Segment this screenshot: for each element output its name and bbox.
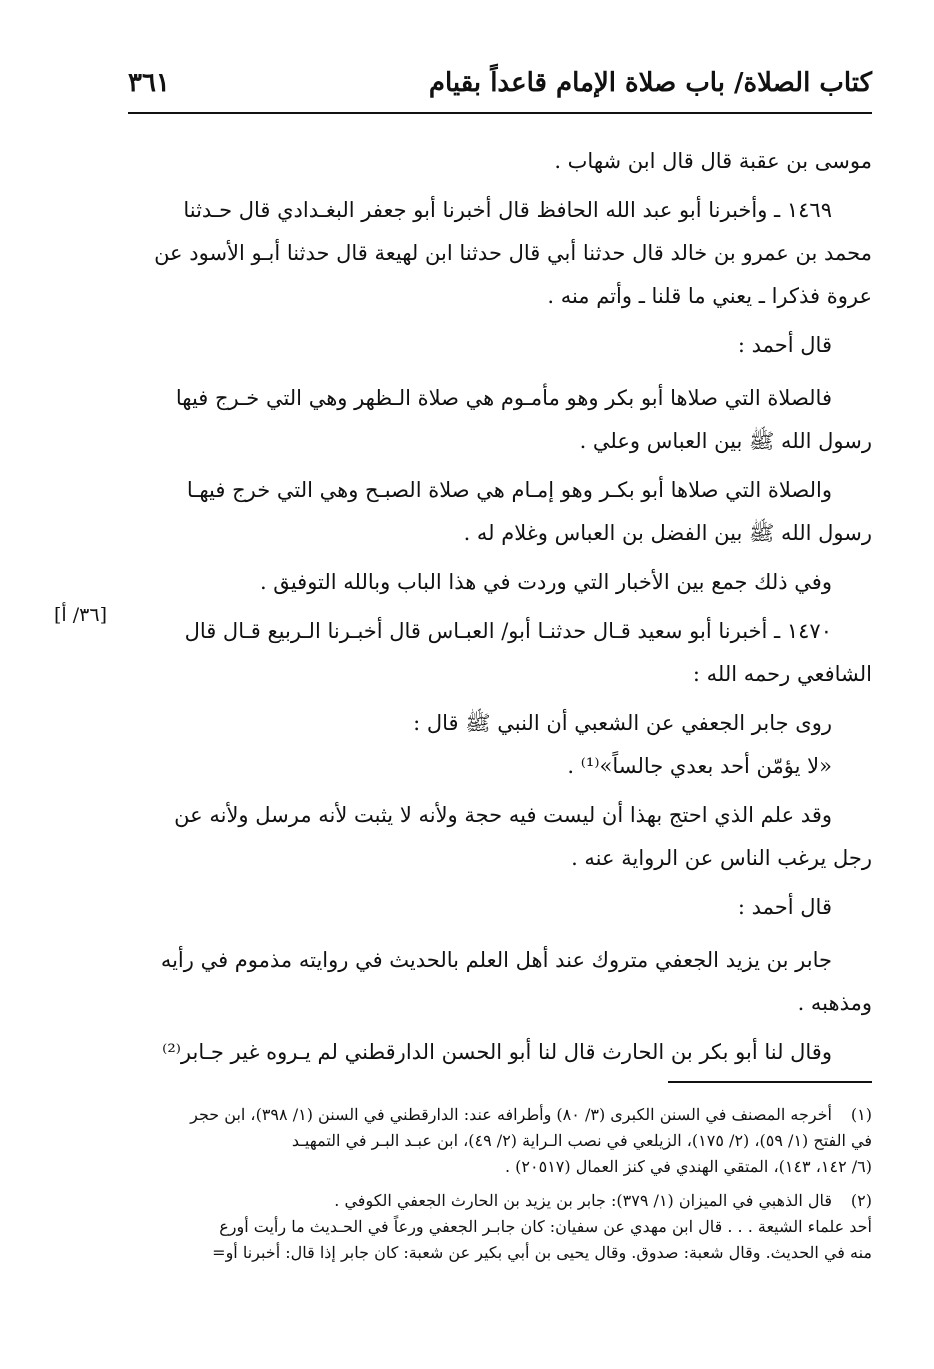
running-header [128,64,872,108]
main-text [130,140,872,1074]
text-line: رجل يرغب الناس عن الرواية عنه . [571,846,872,870]
text-line: وفي ذلك جمع بين الأخبار التي وردت في هذا الباب وبالله التوفيق . [259,570,832,594]
text-line: فالصلاة التي صلاها أبو بكر وهو مأمـوم هي صلاة الـظهر وهي التي خـرج فيها [175,386,832,410]
text-line: ومذهبه . [797,991,872,1015]
manuscript-folio-marker: [٣٦/ أ] [54,604,107,626]
footnote-divider [668,1081,872,1083]
hadith-1469-line-1: ١٤٦٩ ـ وأخبرنا أبو عبد الله الحافظ قال أخبرنا أبو جعفر البغـدادي قال حـدثنا [183,198,832,222]
footnote-2-line-1 [130,1188,872,1214]
text-line: وقال لنا أبو بكر بن الحارث قال لنا أبو الحسن الدارقطني لم يـروه غير جـابر⁽²⁾ [162,1040,832,1064]
footnote-1-line-1 [130,1102,872,1128]
footnote-text: قال الذهبي في الميزان (١/ ٣٧٩): جابر بن يزيد بن الحارث الجعفي الكوفي . [334,1191,832,1210]
text-line: عروة فذكرا ـ يعني ما قلنا ـ وأتم منه . [547,284,872,308]
section-heading: قال أحمد : [737,333,832,357]
quoted-hadith: «لا يؤمّن أحد بعدي جالساً»⁽¹⁾ . [567,754,832,778]
text-line: محمد بن عمرو بن خالد قال حدثنا أبي قال حدثنا ابن لهيعة قال حدثنا أبـو الأسود عن [154,241,872,265]
footnote-2-line-2: أحد علماء الشيعة . . . قال ابن مهدي عن سفيان: كان جابـر الجعفي ورعاً في الحـديث ما رأيت أورع [219,1217,872,1236]
text-line: وقد علم الذي احتج بهذا أن ليست فيه حجة ولأنه لا يثبت لأنه مرسل ولأنه عن [174,803,832,827]
footnote-1-number: (١) [850,1105,872,1124]
section-heading: قال أحمد : [737,895,832,919]
footnote-2-number: (٢) [850,1191,872,1210]
header-divider [128,112,872,114]
text-line: والصلاة التي صلاها أبو بكـر وهو إمـام هي صلاة الصبـح وهي التي خرج فيهـا [186,478,832,502]
text-line: موسى بن عقبة قال قال ابن شهاب . [554,149,872,173]
text-line: جابر بن يزيد الجعفي متروك عند أهل العلم بالحديث في روايته مذموم في رأيه [160,948,832,972]
footnote-text: أخرجه المصنف في السنن الكبرى (٣/ ٨٠) وأطرافه عند: الدارقطني في السنن (١/ ٣٩٨)، ابن حجر [190,1105,832,1124]
text-line: رسول الله ﷺ بين العباس وعلي . [579,429,872,453]
text-line: رسول الله ﷺ بين الفضل بن العباس وغلام له . [463,521,872,545]
text-line: روى جابر الجعفي عن الشعبي أن النبي ﷺ قال : [413,711,832,735]
text-line: الشافعي رحمه الله : [692,662,872,686]
footnote-2-line-3: منه في الحديث. وقال شعبة: صدوق. وقال يحيى بن أبي بكير عن شعبة: كان جابر إذا قال: أخبرنا أو= [212,1243,872,1262]
footnote-1-line-2: في الفتح (١/ ٥٩)، (٢/ ١٧٥)، الزيلعي في نصب الـراية (٢/ ٤٩)، ابن عبـد البـر في التمهيـد [291,1131,872,1150]
footnote-1-line-3: (٦/ ١٤٢، ١٤٣)، المتقي الهندي في كنز العمال (٢٠٥١٧) . [504,1157,872,1176]
footnotes [130,1102,872,1266]
hadith-1470-line-1: ١٤٧٠ ـ أخبرنا أبو سعيد قـال حدثنـا أبو/ العبـاس قال أخبـرنا الـربيع قـال قال [184,619,832,643]
chapter-title: كتاب الصلاة/ باب صلاة الإمام قاعداً بقيام [428,68,872,98]
page-number: ٣٦١ [128,68,170,98]
